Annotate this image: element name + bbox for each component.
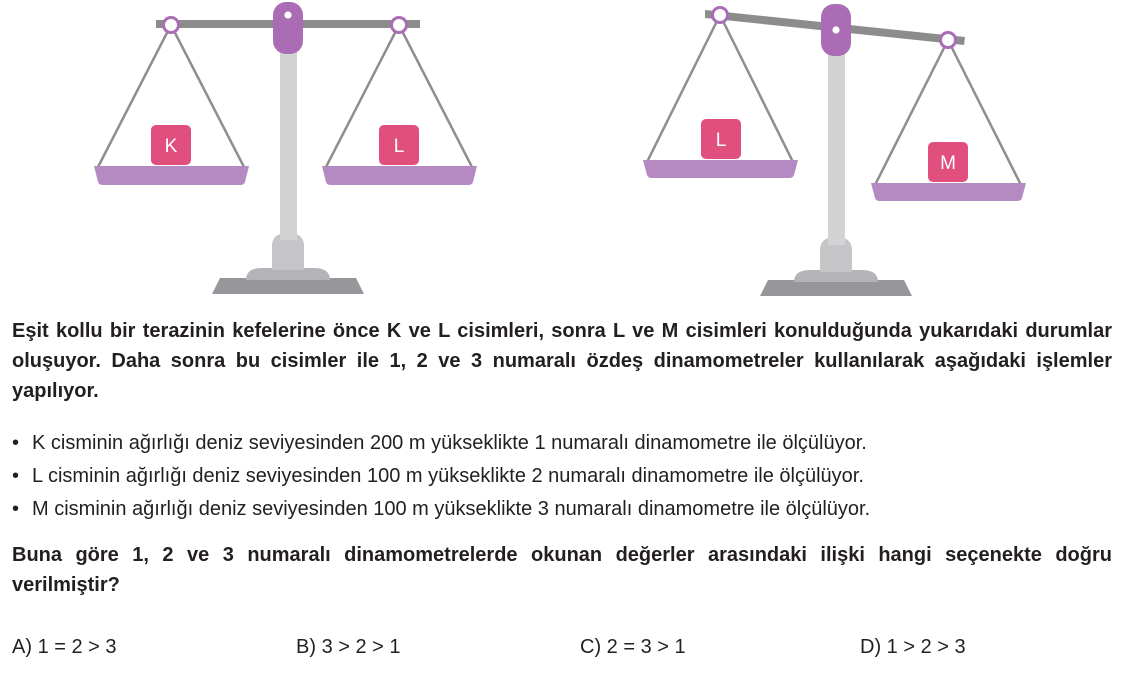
bullet-icon: • (12, 432, 20, 454)
left-scale-column (280, 40, 297, 240)
option-letter: B) (296, 636, 316, 658)
right-scale-pan (871, 183, 1026, 201)
balance-scales-figure (0, 0, 1123, 305)
bullet-icon: • (12, 498, 20, 520)
option-letter: C) (580, 636, 602, 658)
object-label: K (164, 136, 178, 157)
option-text: 3 > 2 > 1 (321, 636, 401, 658)
right-scale-base (760, 280, 912, 296)
procedure-item (12, 427, 1112, 460)
left-scale-pivot-pin (284, 11, 291, 18)
option-letter: D) (860, 636, 882, 658)
object-label: L (393, 136, 405, 157)
procedure-list (12, 427, 1112, 526)
left-scale-pan (322, 166, 477, 185)
answer-option-d[interactable] (860, 636, 966, 659)
right-scale-column (828, 40, 845, 245)
right-scale-pivot-pin (832, 26, 839, 33)
answer-option-a[interactable] (12, 636, 117, 659)
left-scale-hook (392, 18, 407, 33)
left-scale-pan (94, 166, 249, 185)
problem-intro (12, 316, 1112, 406)
right-balance-scale (643, 4, 1026, 296)
procedure-item-text: M cisminin ağırlığı deniz seviyesinden 100 m yükseklikte 3 numaralı dinamometre ile ölçülüyor. (32, 498, 871, 520)
right-scale-hook (713, 8, 728, 23)
bullet-icon: • (12, 465, 20, 487)
option-text: 2 = 3 > 1 (606, 636, 686, 658)
object-label: L (715, 130, 727, 151)
left-scale-pivot (273, 2, 303, 54)
left-scale-base (212, 278, 364, 294)
answer-option-b[interactable] (296, 636, 401, 659)
right-scale-hook (941, 33, 956, 48)
left-balance-scale (94, 2, 477, 294)
problem-intro-text: Eşit kollu bir terazinin kefelerine önce K ve L cisimleri, sonra L ve M cisimleri konulduğunda yukarıdaki durumlar oluşuyor. Daha sonra bu cisimler ile 1, 2 ve 3 numaralı özdeş dinamometreler kullanılarak aşağıdaki işlemler yapılıyor. (12, 320, 1112, 402)
procedure-item-text: K cisminin ağırlığı deniz seviyesinden 200 m yükseklikte 1 numaralı dinamometre ile ölçülüyor. (32, 432, 867, 454)
question-text: Buna göre 1, 2 ve 3 numaralı dinamometrelerde okunan değerler arasındaki ilişki hangi seçenekte doğru verilmiştir? (12, 544, 1112, 596)
procedure-item-text: L cisminin ağırlığı deniz seviyesinden 100 m yükseklikte 2 numaralı dinamometre ile ölçülüyor. (32, 465, 864, 487)
option-letter: A) (12, 636, 32, 658)
answer-option-c[interactable] (580, 636, 686, 659)
question-stem (12, 540, 1112, 600)
procedure-item (12, 460, 1112, 493)
object-label: M (940, 153, 956, 174)
right-scale-pan (643, 160, 798, 178)
procedure-item (12, 493, 1112, 526)
left-scale-hook (164, 18, 179, 33)
option-text: 1 > 2 > 3 (886, 636, 966, 658)
option-text: 1 = 2 > 3 (37, 636, 117, 658)
